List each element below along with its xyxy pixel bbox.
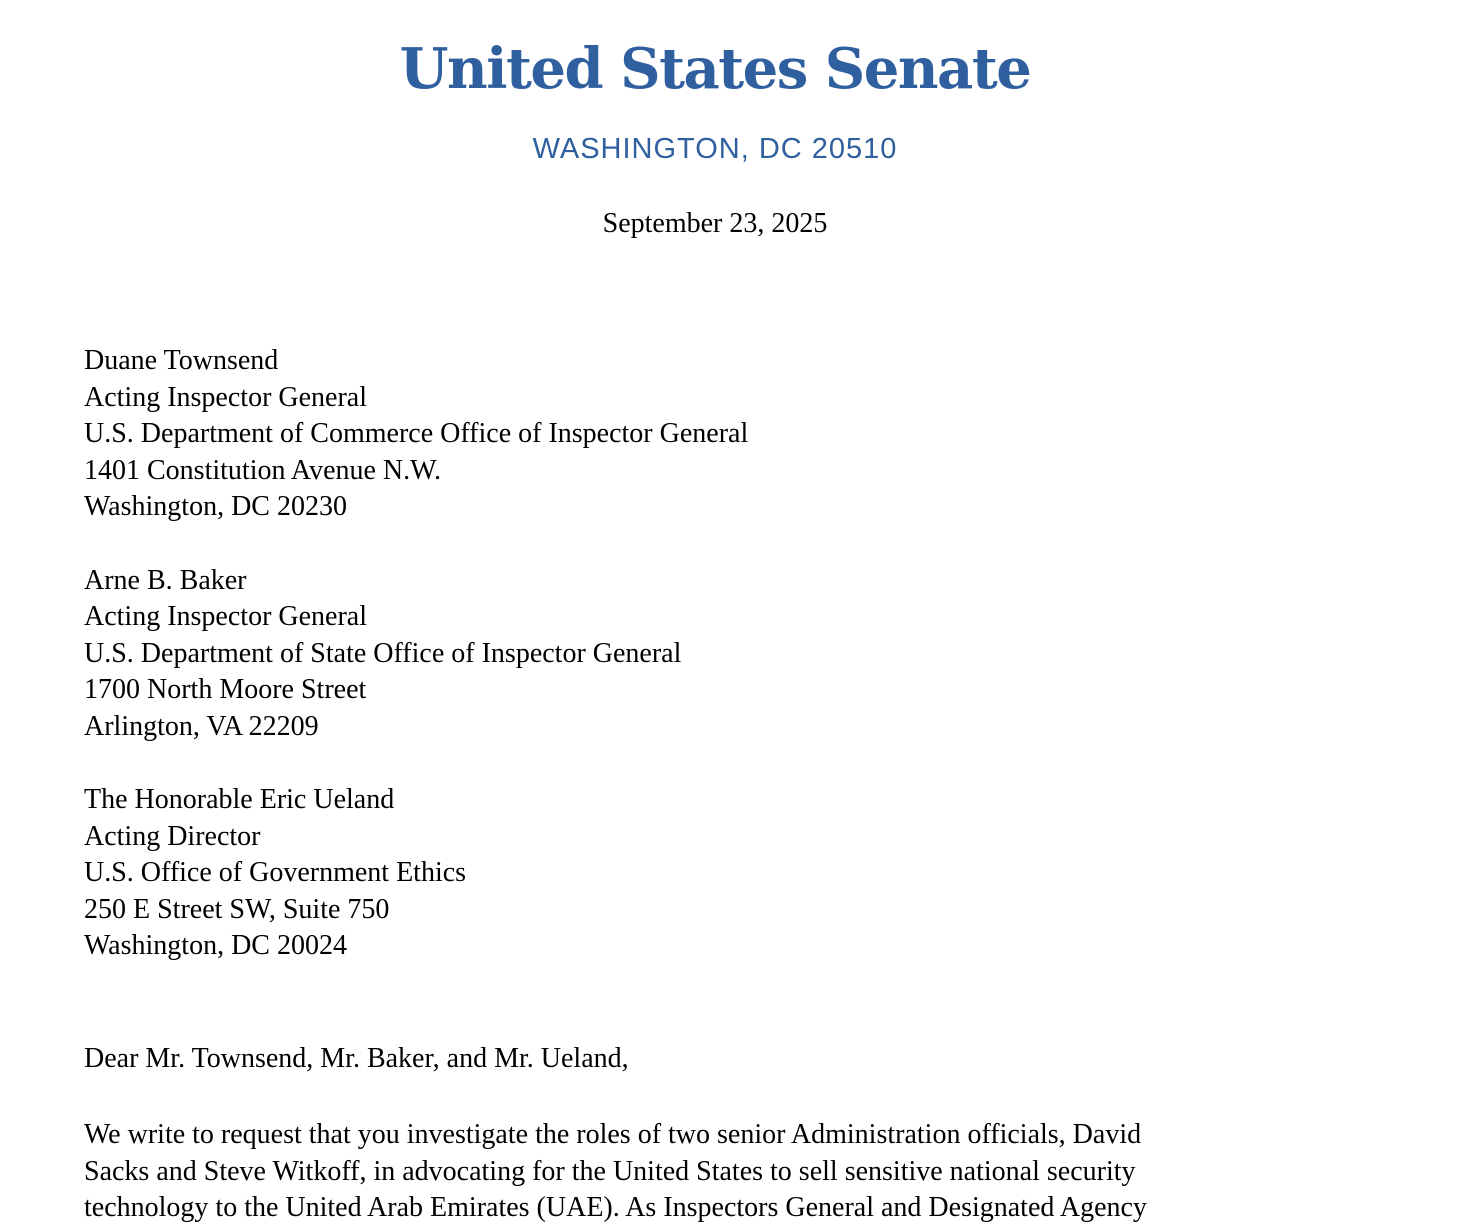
letter-date: September 23, 2025 (602, 208, 828, 239)
recipient-list (84, 343, 1346, 965)
senate-wordmark: United States Senate (399, 36, 1031, 102)
recipient-city: Washington, DC 20024 (84, 930, 347, 961)
recipient-org: U.S. Office of Government Ethics (84, 857, 467, 888)
letterhead (84, 30, 1346, 166)
body-paragraph (84, 1117, 1346, 1227)
recipient-block (84, 782, 1346, 965)
recipient-name: The Honorable Eric Ueland (84, 784, 395, 815)
body-line: Sacks and Steve Witkoff, in advocating for the United States to sell sensitive national security (84, 1155, 1136, 1187)
recipient-city: Washington, DC 20230 (84, 491, 347, 522)
recipient-city: Arlington, VA 22209 (84, 710, 319, 742)
recipient-street: 1401 Constitution Avenue N.W. (84, 454, 441, 486)
recipient-name: Duane Townsend (84, 345, 279, 376)
recipient-title: Acting Inspector General (84, 601, 367, 632)
recipient-name: Arne B. Baker (84, 564, 247, 596)
recipient-street: 250 E Street SW, Suite 750 (84, 893, 390, 925)
recipient-org: U.S. Department of Commerce Office of Inspector General (84, 418, 749, 449)
salutation: Dear Mr. Townsend, Mr. Baker, and Mr. Ueland, (84, 1042, 629, 1074)
senate-address-line: WASHINGTON, DC 20510 (532, 133, 898, 165)
recipient-org: U.S. Department of State Office of Inspector General (84, 637, 682, 669)
recipient-block (84, 343, 1346, 526)
recipient-title: Acting Inspector General (84, 381, 367, 413)
body-line: technology to the United Arab Emirates (UAE). As Inspectors General and Designated Agency (84, 1192, 1147, 1223)
recipient-block (84, 563, 1346, 746)
recipient-title: Acting Director (84, 820, 261, 852)
body-line: We write to request that you investigate the roles of two senior Administration officials, David (84, 1119, 1142, 1150)
letter-content (0, 30, 1462, 1227)
recipient-street: 1700 North Moore Street (84, 674, 367, 705)
